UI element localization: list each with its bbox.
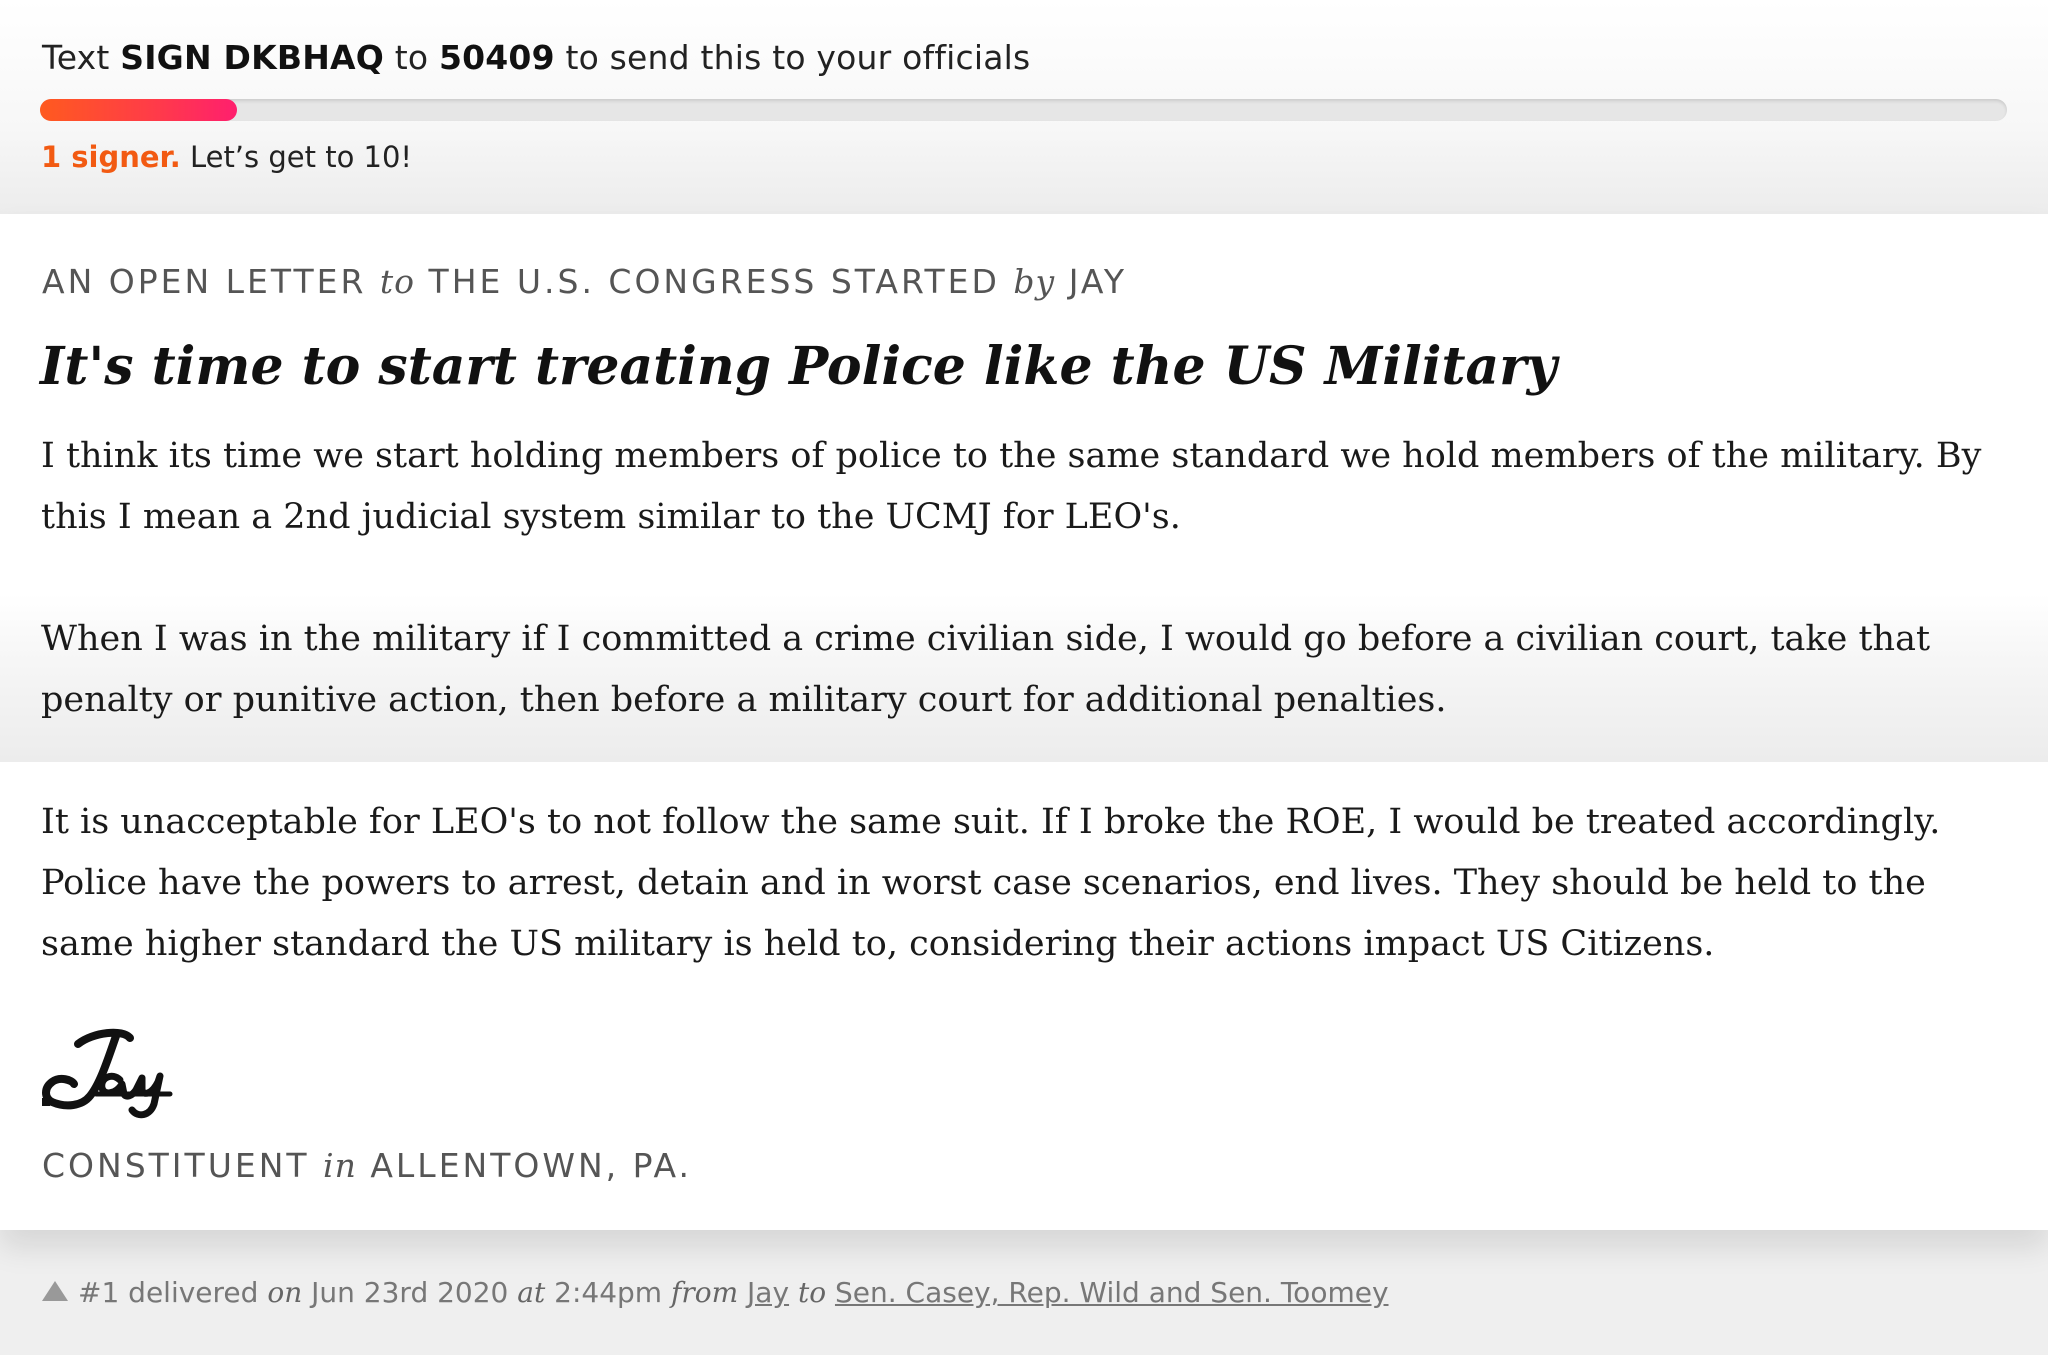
recipients-link[interactable]: Sen. Casey, Rep. Wild and Sen. Toomey xyxy=(834,1276,1389,1309)
kicker-author: JAY xyxy=(1055,262,1128,301)
signer-goal: Let’s get to 10! xyxy=(180,140,413,174)
delivery-to: to xyxy=(797,1276,827,1309)
signer-progress-bar xyxy=(40,99,2007,121)
up-triangle-icon xyxy=(42,1281,68,1301)
letter-paragraph: When I was in the military if I committed a crime civilian side, I would go before a civilian court, take that penalty or punitive action, then before a military court for additional penalties. xyxy=(41,619,1931,720)
letter-paragraph: I think its time we start holding members of police to the same standard we hold members of the military. By this I mean a 2nd judicial system similar to the UCMJ for LEO's. xyxy=(41,436,1982,537)
delivery-number: #1 delivered xyxy=(78,1276,259,1309)
delivery-time: 2:44pm xyxy=(554,1276,663,1309)
sender-link[interactable]: Jay xyxy=(747,1276,790,1309)
signer-progress-fill xyxy=(40,99,237,121)
sms-suffix: to send this to your officials xyxy=(554,38,1031,77)
delivery-date: Jun 23rd 2020 xyxy=(311,1276,509,1309)
handwritten-signature xyxy=(38,1024,188,1119)
kicker-part: THE U.S. CONGRESS STARTED xyxy=(415,262,1014,301)
constituent-label: CONSTITUENT xyxy=(42,1146,324,1185)
kicker-part: AN OPEN LETTER xyxy=(42,262,380,301)
constituent-city: ALLENTOWN, PA. xyxy=(356,1146,692,1185)
signer-status xyxy=(41,140,412,174)
delivery-receipt xyxy=(42,1276,1389,1309)
sms-number: 50409 xyxy=(438,38,555,77)
sms-instructions xyxy=(42,38,1030,77)
signer-count: 1 signer. xyxy=(41,140,181,174)
constituent-in: in xyxy=(323,1146,357,1185)
constituent-location xyxy=(42,1146,692,1185)
open-letter-card xyxy=(0,214,2048,1230)
kicker-by: by xyxy=(1013,262,1056,301)
delivery-on: on xyxy=(267,1276,303,1309)
letter-kicker xyxy=(42,262,1127,301)
sms-middle: to xyxy=(384,38,439,77)
sms-keyword: SIGN DKBHAQ xyxy=(120,38,385,77)
sms-prefix: Text xyxy=(42,38,121,77)
letter-body xyxy=(41,426,2021,1036)
letter-title: It's time to start treating Police like the US Military xyxy=(40,336,1557,397)
sms-signup-banner xyxy=(0,0,2048,214)
letter-paragraph: It is unacceptable for LEO's to not follow the same suit. If I broke the ROE, I would be treated accordingly. Police have the powers to arrest, detain and in worst case scenarios, end lives. They should be held to the same higher standard the US military is held to, considering their actions impact US Citizens. xyxy=(41,802,1941,964)
delivery-from: from xyxy=(670,1276,739,1309)
kicker-to: to xyxy=(379,262,416,301)
delivery-at: at xyxy=(517,1276,546,1309)
